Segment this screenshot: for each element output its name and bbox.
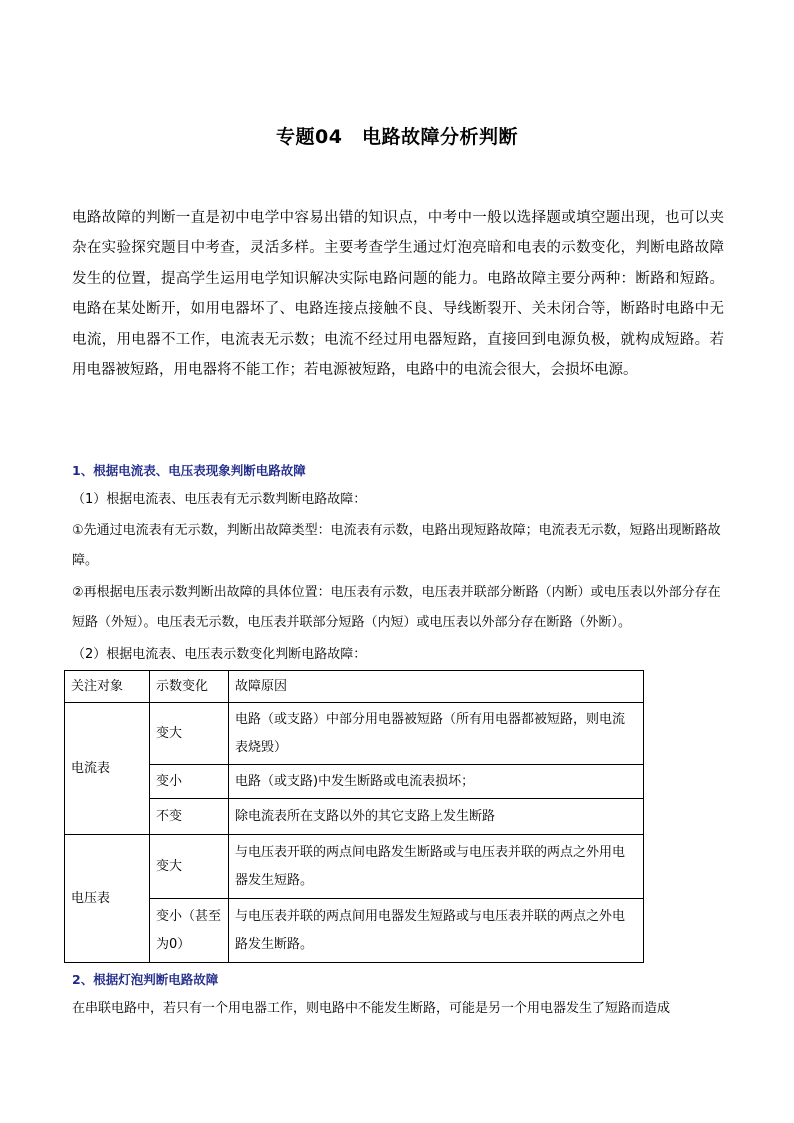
table-row: [65, 765, 644, 799]
table-reason-cell: 与电压表并联的两点间用电器发生短路或与电压表并联的两点之外电路发生断路。: [229, 899, 644, 963]
table-reason-cell: 电路（或支路)中发生断路或电流表损坏；: [229, 765, 644, 799]
section2-heading: 2、根据灯泡判断电路故障: [72, 972, 219, 987]
table-row: [65, 703, 644, 765]
section2-text: 在串联电路中，若只有一个用电器工作，则电路中不能发生断路，可能是另一个用电器发生了短路而造成: [72, 1001, 671, 1016]
table-header-cell: 故障原因: [229, 671, 644, 703]
table-row: [65, 835, 644, 899]
table-change-cell: 变小: [150, 765, 229, 799]
table-reason-cell: 与电压表开联的两点间电路发生断路或与电压表并联的两点之外用电器发生短路。: [229, 835, 644, 899]
table-row: [65, 899, 644, 963]
table-reason-cell: 电路（或支路）中部分用电器被短路（所有用电器都被短路，则电流表烧毁）: [229, 703, 644, 765]
page-title: 专题04 电路故障分析判断: [276, 126, 518, 148]
table-object-cell: 电流表: [65, 703, 150, 835]
table-header-row: [65, 671, 644, 703]
section1-point1: ①先通过电流表有无示数，判断出故障类型：电流表有示数，电路出现短路故障；电流表无示数，短路出现断路故障。: [72, 523, 721, 568]
table-reason-cell: 除电流表所在支路以外的其它支路上发生断路: [229, 799, 644, 835]
table-header-cell: 示数变化: [150, 671, 229, 703]
intro-paragraph: 电路故障的判断一直是初中电学中容易出错的知识点，中考中一般以选择题或填空题出现，也可以夹杂在实验探究题目中考查，灵活多样。主要考查学生通过灯泡亮暗和电表的示数变化，判断电路故障发生的位置，提高学生运用电学知识解决实际电路问题的能力。电路故障主要分两种：断路和短路。电路在某处断开，如用电器坏了、电路连接点接触不良、导线断裂开、关未闭合等，断路时电路中无电流，用电器不工作，电流表无示数；电流不经过用电器短路，直接回到电源负极，就构成短路。若用电器被短路，用电器将不能工作；若电源被短路，电路中的电流会很大，会损坏电源。: [72, 210, 724, 379]
table-object-cell: 电压表: [65, 835, 150, 963]
section1-sub1: （1）根据电流表、电压表有无示数判断电路故障：: [72, 492, 367, 507]
fault-table: [64, 670, 644, 963]
section1-heading: 1、根据电流表、电压表现象判断电路故障: [72, 463, 306, 478]
table-change-cell: 变小（甚至为0）: [150, 899, 229, 963]
table-row: [65, 799, 644, 835]
table-header-cell: 关注对象: [65, 671, 150, 703]
table-change-cell: 不变: [150, 799, 229, 835]
table-change-cell: 变大: [150, 703, 229, 765]
section1-sub2: （2）根据电流表、电压表示数变化判断电路故障：: [72, 647, 367, 662]
table-change-cell: 变大: [150, 835, 229, 899]
section1-point2: ②再根据电压表示数判断出故障的具体位置：电压表有示数，电压表并联部分断路（内断）或电压表以外部分存在短路（外短）。电压表无示数，电压表并联部分短路（内短）或电压表以外部分存在断路（外断）。: [72, 585, 721, 630]
